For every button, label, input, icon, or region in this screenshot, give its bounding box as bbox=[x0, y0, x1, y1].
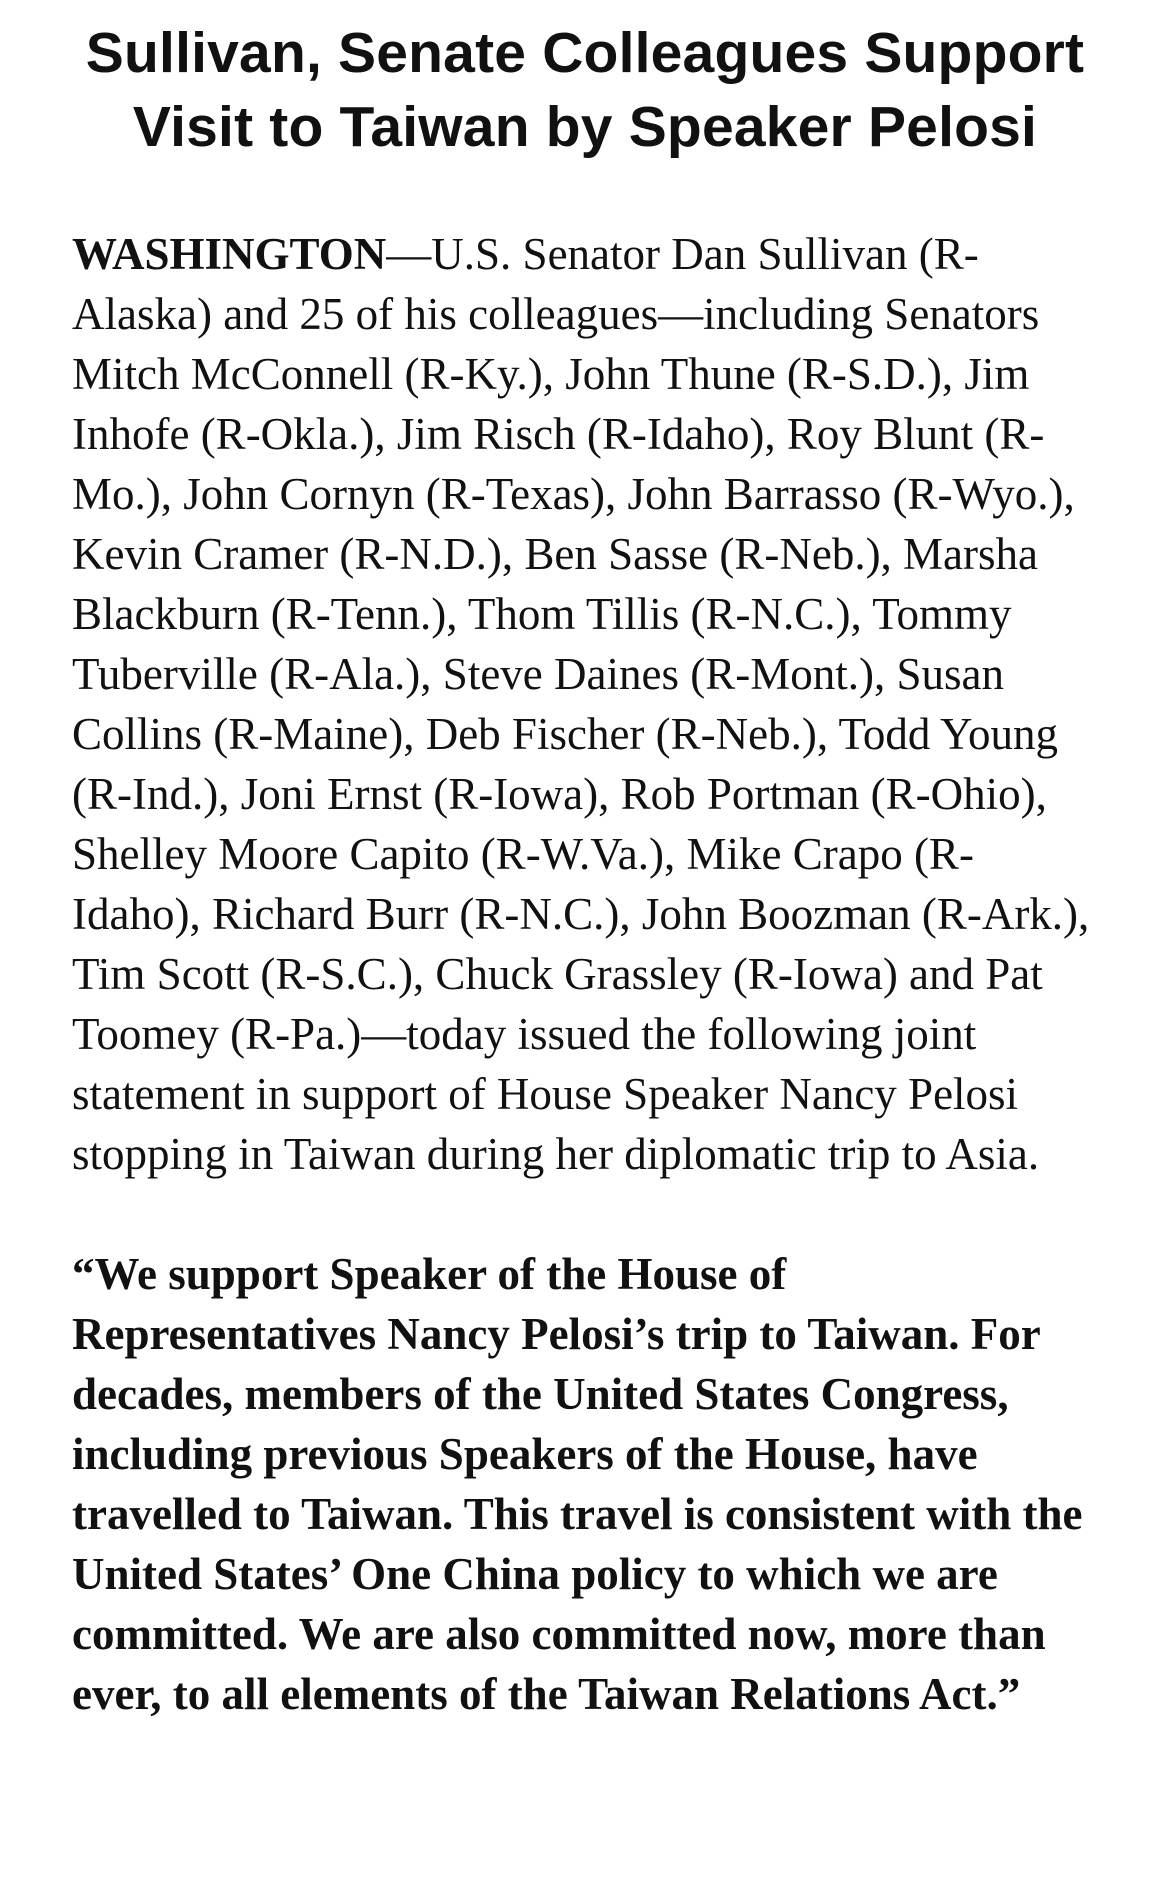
headline bbox=[72, 16, 1098, 164]
dateline: WASHINGTON bbox=[72, 229, 387, 279]
joint-statement-quote: “We support Speaker of the House of Representatives Nancy Pelosi’s trip to Taiwan. For decades, members of the United States Congress, including previous Speakers of the House, have travelled to Taiwan. This travel is consistent with the United States’ One China policy to which we are committed. We are also committed now, more than ever, to all elements of the Taiwan Relations Act.” bbox=[72, 1249, 1083, 1719]
body-paragraph bbox=[72, 224, 1098, 1184]
body-text: —U.S. Senator Dan Sullivan (R-Alaska) and 25 of his colleagues—including Senators Mitch McConnell (R-Ky.), John Thune (R-S.D.), Jim Inhofe (R-Okla.), Jim Risch (R-Idaho), Roy Blunt (R-Mo.), John Cornyn (R-Texas), John Barrasso (R-Wyo.), Kevin Cramer (R-N.D.), Ben Sasse (R-Neb.), Marsha Blackburn (R-Tenn.), Thom Tillis (R-N.C.), Tommy Tuberville (R-Ala.), Steve Daines (R-Mont.), Susan Collins (R-Maine), Deb Fischer (R-Neb.), Todd Young (R-Ind.), Joni Ernst (R-Iowa), Rob Portman (R-Ohio), Shelley Moore Capito (R-W.Va.), Mike Crapo (R-Idaho), Richard Burr (R-N.C.), John Boozman (R-Ark.), Tim Scott (R-S.C.), Chuck Grassley (R-Iowa) and Pat Toomey (R-Pa.)—today issued the following joint statement in support of House Speaker Nancy Pelosi stopping in Taiwan during her diplomatic trip to Asia. bbox=[72, 229, 1090, 1179]
headline-line-2: Visit to Taiwan by Speaker Pelosi bbox=[132, 95, 1038, 159]
headline-line-1: Sullivan, Senate Colleagues Support bbox=[85, 21, 1085, 85]
